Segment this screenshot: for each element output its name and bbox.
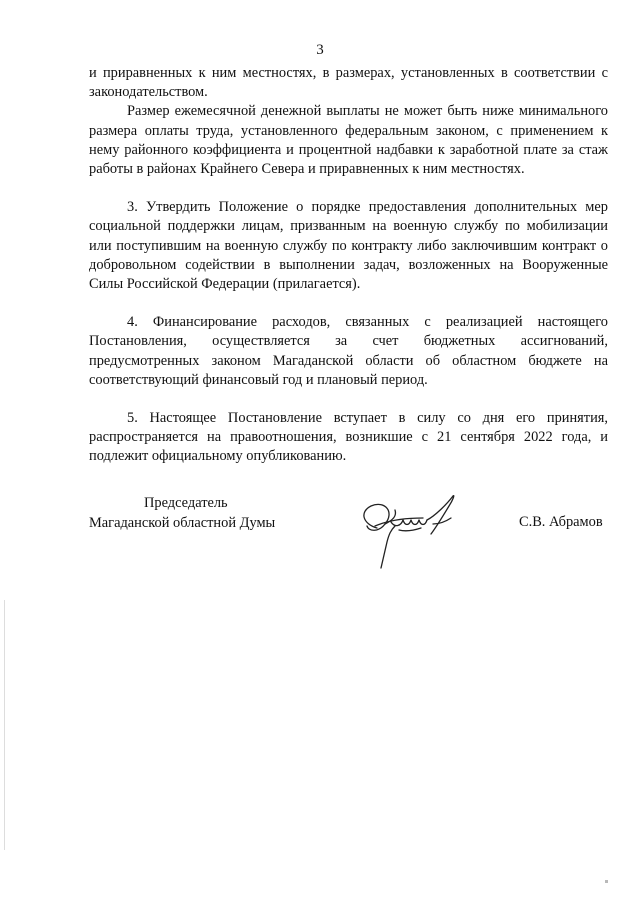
signer-title [89, 494, 319, 533]
handwritten-signature [355, 490, 465, 570]
page-number: 3 [316, 42, 324, 58]
signer-name: С.В. Абрамов [519, 514, 603, 530]
paragraph-item-3: 3. Утвердить Положение о порядке предоставления дополнительных мер социальной поддержки лицам, призванным на военную службу по мобилизации или поступившим на военную службу по контракту либо заключившим контракт о добровольном содействии в выполнении задач, возложенных на Вооруженные Силы Российской Федерации (прилагается). [89, 199, 608, 293]
scan-mark [605, 880, 608, 883]
paragraph-payment-minimum: Размер ежемесячной денежной выплаты не может быть ниже минимального размера оплаты труда, установленного федеральным законом, с применением к нему районного коэффициента и процентной надбавки к заработной плате за стаж работы в районах Крайнего Севера и приравненных к ним местностях. [89, 103, 608, 178]
paragraph-item-4: 4. Финансирование расходов, связанных с реализацией настоящего Постановления, осуществляется за счет бюджетных ассигнований, предусмотренных законом Магаданской области об областном бюджете на соответствующий финансовый год и плановый период. [89, 314, 608, 388]
paragraph-continuation: и приравненных к ним местностях, в размерах, установленных в соответствии с законодательством. [89, 65, 608, 101]
document-body [89, 64, 608, 467]
signer-organization: Магаданской областной Думы [89, 514, 276, 531]
scan-mark [4, 600, 5, 850]
signer-position: Председатель [144, 495, 228, 511]
paragraph-item-5: 5. Настоящее Постановление вступает в силу со дня его принятия, распространяется на правоотношения, возникшие с 21 сентября 2022 года, и подлежит официальному опубликованию. [89, 410, 608, 465]
